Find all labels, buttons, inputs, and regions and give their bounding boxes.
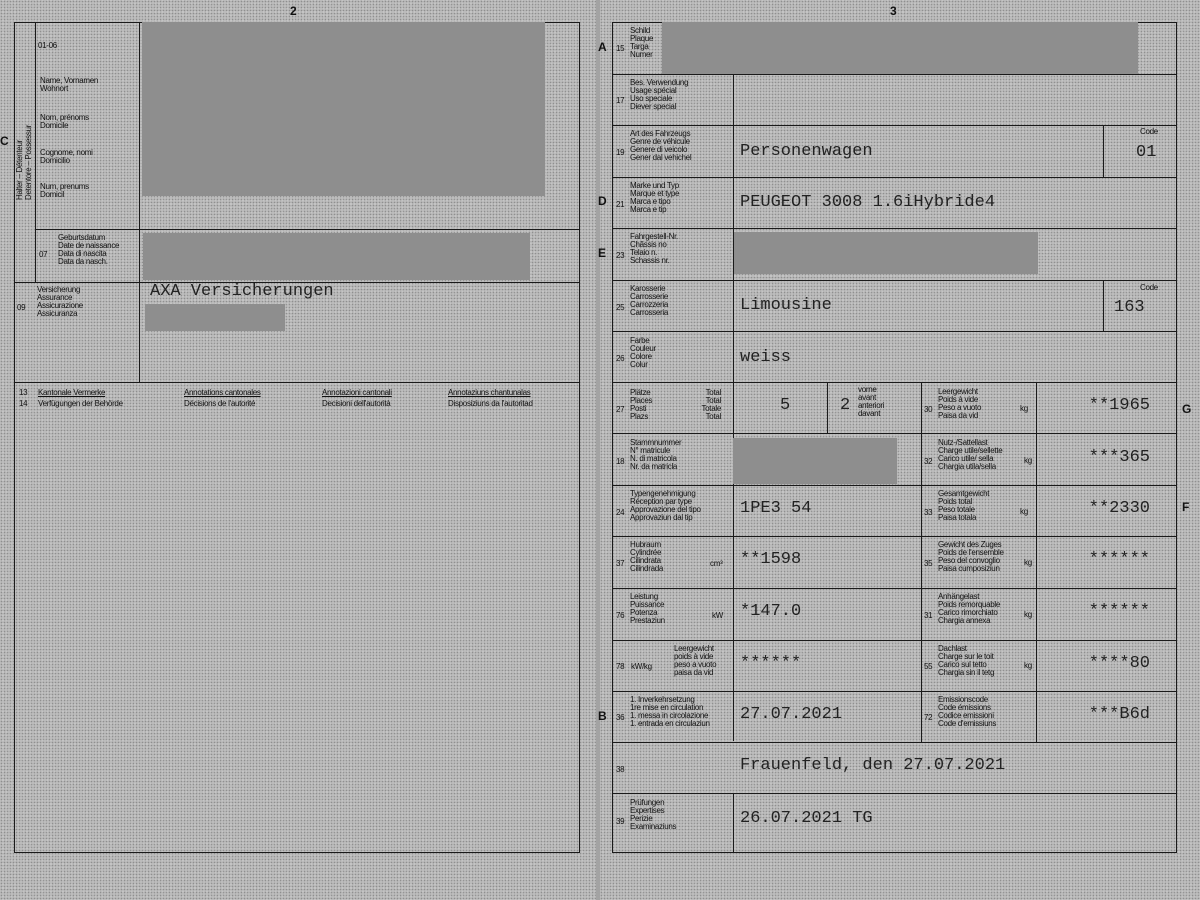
label-total-weight: Gesamtgewicht Poids total Peso totale Paisa totala [938, 489, 990, 522]
place-date-value: Frauenfeld, den 27.07.2021 [740, 756, 1006, 775]
label-special-use: Bes. Verwendung Usage spécial Uso speciale Diever special [630, 78, 689, 111]
train-weight-number: 35 [924, 559, 933, 568]
label-base-number: Stammnummer N° matricule N. di matricola Nr. da matricla [630, 438, 682, 471]
holder-vertical-label-2: Detentore – Possessur [24, 124, 33, 200]
annot-rm-1: Annotaziuns chantunalas [448, 388, 531, 397]
plate-number: 15 [616, 44, 625, 53]
right-page [600, 0, 1200, 900]
label-power: Leistung Puissance Potenza Prestaziun [630, 592, 665, 625]
roof-load-number: 55 [924, 662, 933, 671]
label-name-rm: Num, prenums Domicil [40, 182, 89, 199]
payload-value: ***365 [1088, 448, 1150, 467]
first-registration-value: 27.07.2021 [740, 705, 843, 724]
displacement-value: **1598 [740, 550, 802, 569]
annot-de-2: Verfügungen der Behörde [38, 399, 123, 408]
label-seats: Plätze Places Posti Plazs [630, 388, 653, 421]
label-displacement: Hubraum Cylindrée Cilindrata Cilindrada [630, 540, 664, 573]
page-number-left: 2 [290, 4, 297, 18]
color-number: 26 [616, 354, 625, 363]
trailer-load-value: ****** [1088, 602, 1150, 621]
label-type-approval: Typengenehmigung Réception par type Approvazione del tipo Approvaziun dal tip [630, 489, 701, 522]
annot-num-13: 13 [19, 388, 28, 397]
section-letter-a: A [598, 40, 607, 54]
empty-weight-value: **1965 [1088, 396, 1150, 415]
body-code-label: Code [1140, 283, 1158, 292]
roof-load-value: ****80 [1088, 654, 1150, 673]
inspections-number: 39 [616, 817, 625, 826]
body-code: 163 [1114, 298, 1145, 317]
redacted-plate [662, 22, 1138, 74]
train-weight-unit: kg [1024, 558, 1032, 567]
section-letter-g: G [1182, 402, 1192, 416]
power-ratio-unit: kW/kg [631, 662, 652, 671]
make-value: PEUGEOT 3008 1.6iHybride4 [740, 193, 996, 212]
section-letter-f: F [1182, 500, 1190, 514]
place-date-number: 38 [616, 765, 625, 774]
vehicle-type-code-label: Code [1140, 127, 1158, 136]
redacted-chassis [734, 232, 1038, 274]
redacted-base-number [733, 438, 897, 484]
page-number-right: 3 [890, 4, 897, 18]
insurance-number: 09 [17, 303, 26, 312]
label-birthdate: Geburtsdatum Date de naissance Data di nascita Data da nasch. [58, 233, 120, 266]
body-value: Limousine [740, 296, 832, 315]
section-letter-e: E [598, 246, 607, 260]
annot-fr-1: Annotations cantonales [184, 388, 261, 397]
seats-number: 27 [616, 405, 625, 414]
trailer-load-number: 31 [924, 611, 933, 620]
color-value: weiss [740, 348, 792, 367]
label-roof-load: Dachlast Charge sur le toit Carico sul tetto Chargia sin il tetg [938, 644, 995, 677]
label-power-ratio: Leergewicht poids à vide peso a vuoto paisa da vid [674, 644, 717, 677]
displacement-number: 37 [616, 559, 625, 568]
vehicle-type-code: 01 [1136, 143, 1157, 162]
label-name-de: Name, Vornamen Wohnort [40, 76, 99, 93]
displacement-unit: cm³ [710, 559, 723, 568]
type-approval-number: 24 [616, 508, 625, 517]
birth-number: 07 [39, 250, 48, 259]
seats-total: 5 [780, 396, 791, 415]
annot-num-14: 14 [19, 399, 28, 408]
annot-it-1: Annotazioni cantonali [322, 388, 392, 397]
label-emission-code: Emissionscode Code émissions Codice emissioni Code d'emissiuns [938, 695, 997, 728]
first-registration-number: 36 [616, 713, 625, 722]
chassis-number: 23 [616, 251, 625, 260]
empty-weight-unit: kg [1020, 404, 1028, 413]
power-unit: kW [712, 611, 723, 620]
body-number: 25 [616, 303, 625, 312]
payload-number: 32 [924, 457, 933, 466]
emission-code-number: 72 [924, 713, 933, 722]
inspections-value: 26.07.2021 TG [740, 809, 873, 828]
field-0106: 01-06 [38, 41, 57, 50]
label-name-fr: Nom, prénoms Domicile [40, 113, 89, 130]
annot-de-1: Kantonale Vermerke [38, 388, 106, 397]
emission-code-value: ***B6d [1088, 705, 1150, 724]
section-letter-b: B [598, 709, 607, 723]
power-ratio-value: ****** [740, 654, 802, 673]
label-insurance: Versicherung Assurance Assicurazione Assicuranza [37, 285, 83, 318]
total-weight-value: **2330 [1088, 499, 1150, 518]
section-letter-d: D [598, 194, 607, 208]
trailer-load-unit: kg [1024, 610, 1032, 619]
label-first-registration: 1. Inverkehrsetzung 1re mise en circulation 1. messa in circolazione 1. entrada en circulaziun [630, 695, 710, 728]
label-inspections: Prüfungen Expertises Perizie Examinaziuns [630, 798, 677, 831]
type-approval-value: 1PE3 54 [740, 499, 812, 518]
label-seats-total: Total Total Totale Total [701, 388, 721, 421]
redacted-insurance [145, 304, 285, 331]
redacted-birthdate [143, 233, 530, 280]
label-trailer-load: Anhängelast Poids remorquable Carico rimorchiato Chargia annexa [938, 592, 1001, 625]
total-weight-unit: kg [1020, 507, 1028, 516]
make-number: 21 [616, 200, 625, 209]
vehicle-type-number: 19 [616, 148, 625, 157]
annot-it-2: Decisioni dell'autorità [322, 399, 391, 408]
empty-weight-number: 30 [924, 405, 933, 414]
holder-vertical-label: Halter – Détenteur [15, 140, 24, 200]
label-plate: Schild Plaque Targa Numer [630, 26, 654, 59]
label-train-weight: Gewicht des Zuges Poids de l'ensemble Peso del convoglio Paisa cumposiziun [938, 540, 1004, 573]
seats-front: 2 [840, 396, 851, 415]
label-seats-front: vorne avant anteriori davant [858, 385, 885, 418]
power-number: 76 [616, 611, 625, 620]
label-make: Marke und Typ Marque et type Marca e tipo Marca e tip [630, 181, 680, 214]
section-letter-c: C [0, 134, 9, 148]
roof-load-unit: kg [1024, 661, 1032, 670]
label-payload: Nutz-/Sattellast Charge utile/sellette Carico utile/ sella Chargia utila/sella [938, 438, 1003, 471]
train-weight-value: ****** [1088, 550, 1150, 569]
label-vehicle-type: Art des Fahrzeugs Genre de véhicule Genere di veicolo Gener dal vehichel [630, 129, 692, 162]
power-value: *147.0 [740, 602, 802, 621]
total-weight-number: 33 [924, 508, 933, 517]
annot-rm-2: Disposiziuns da l'autoritad [448, 399, 533, 408]
redacted-holder-name [142, 22, 545, 196]
label-chassis: Fahrgestell-Nr. Châssis no Telaio n. Schassis nr. [630, 232, 678, 265]
insurance-value: AXA Versicherungen [150, 282, 334, 301]
payload-unit: kg [1024, 456, 1032, 465]
label-color: Farbe Couleur Colore Colur [630, 336, 656, 369]
special-use-number: 17 [616, 96, 625, 105]
label-name-it: Cognome, nomi Domicilio [40, 148, 93, 165]
left-page [0, 0, 596, 900]
vehicle-type-value: Personenwagen [740, 142, 873, 161]
label-body: Karosserie Carrosserie Carrozzeria Carrosseria [630, 284, 669, 317]
base-number-number: 18 [616, 457, 625, 466]
power-ratio-number: 78 [616, 662, 625, 671]
annot-fr-2: Décisions de l'autorité [184, 399, 256, 408]
label-empty-weight: Leergewicht Poids à vide Peso a vuoto Paisa da vid [938, 387, 982, 420]
